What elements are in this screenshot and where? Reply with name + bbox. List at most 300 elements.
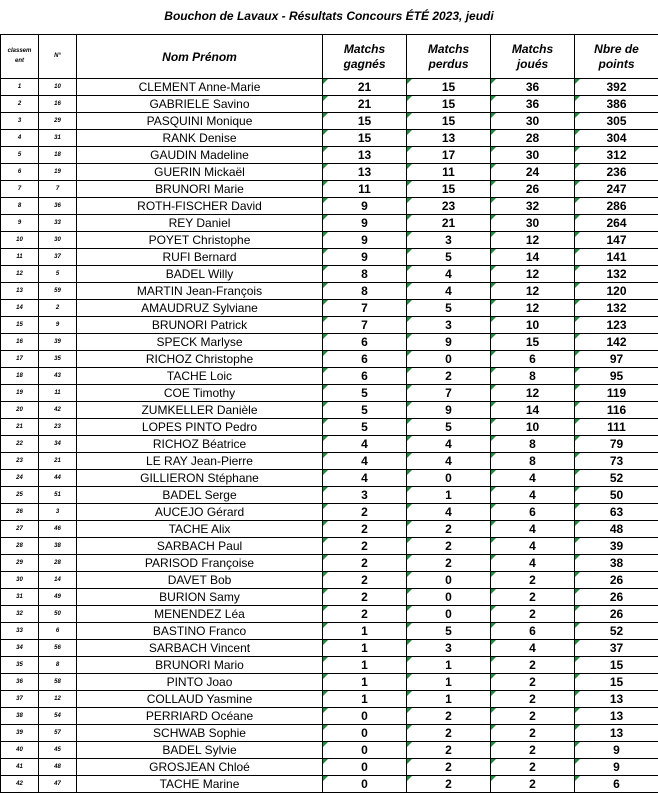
table-row [1, 198, 658, 215]
won-cell: 1 [323, 623, 407, 640]
table-row [1, 147, 658, 164]
lost-cell: 0 [407, 572, 491, 589]
rank-cell: 7 [1, 181, 39, 198]
name-cell: POYET Christophe [77, 232, 323, 249]
lost-cell: 1 [407, 487, 491, 504]
played-cell: 2 [491, 606, 575, 623]
won-cell: 2 [323, 589, 407, 606]
rank-cell: 29 [1, 555, 39, 572]
played-cell: 2 [491, 657, 575, 674]
number-cell: 37 [39, 249, 77, 266]
results-table [0, 34, 658, 793]
won-cell: 2 [323, 606, 407, 623]
played-cell: 2 [491, 572, 575, 589]
played-cell: 2 [491, 742, 575, 759]
table-row [1, 368, 658, 385]
name-cell: CLEMENT Anne-Marie [77, 79, 323, 96]
name-cell: LE RAY Jean-Pierre [77, 453, 323, 470]
points-cell: 123 [575, 317, 658, 334]
won-cell: 2 [323, 572, 407, 589]
won-cell: 2 [323, 504, 407, 521]
points-cell: 13 [575, 725, 658, 742]
header-lost-line2: perdus [407, 57, 490, 71]
lost-cell: 3 [407, 640, 491, 657]
name-cell: BADEL Sylvie [77, 742, 323, 759]
table-row [1, 436, 658, 453]
played-cell: 32 [491, 198, 575, 215]
table-row [1, 351, 658, 368]
lost-cell: 3 [407, 232, 491, 249]
table-row [1, 113, 658, 130]
name-cell: PERRIARD Océane [77, 708, 323, 725]
number-cell: 34 [39, 436, 77, 453]
number-cell: 39 [39, 334, 77, 351]
table-row [1, 708, 658, 725]
lost-cell: 2 [407, 368, 491, 385]
points-cell: 13 [575, 691, 658, 708]
points-cell: 147 [575, 232, 658, 249]
rank-cell: 3 [1, 113, 39, 130]
number-cell: 50 [39, 606, 77, 623]
points-cell: 386 [575, 96, 658, 113]
lost-cell: 0 [407, 470, 491, 487]
lost-cell: 17 [407, 147, 491, 164]
won-cell: 9 [323, 198, 407, 215]
points-cell: 236 [575, 164, 658, 181]
lost-cell: 15 [407, 113, 491, 130]
rank-cell: 14 [1, 300, 39, 317]
points-cell: 120 [575, 283, 658, 300]
played-cell: 4 [491, 521, 575, 538]
rank-cell: 41 [1, 759, 39, 776]
points-cell: 37 [575, 640, 658, 657]
header-points [575, 35, 658, 79]
table-row [1, 283, 658, 300]
table-row [1, 181, 658, 198]
name-cell: BRUNORI Marie [77, 181, 323, 198]
won-cell: 4 [323, 470, 407, 487]
points-cell: 95 [575, 368, 658, 385]
rank-cell: 39 [1, 725, 39, 742]
number-cell: 54 [39, 708, 77, 725]
number-cell: 59 [39, 283, 77, 300]
name-cell: SARBACH Paul [77, 538, 323, 555]
points-cell: 15 [575, 674, 658, 691]
number-cell: 42 [39, 402, 77, 419]
played-cell: 26 [491, 181, 575, 198]
lost-cell: 3 [407, 317, 491, 334]
points-cell: 119 [575, 385, 658, 402]
lost-cell: 4 [407, 504, 491, 521]
lost-cell: 5 [407, 300, 491, 317]
number-cell: 48 [39, 759, 77, 776]
rank-cell: 28 [1, 538, 39, 555]
number-cell: 58 [39, 674, 77, 691]
rank-cell: 42 [1, 776, 39, 793]
rank-cell: 22 [1, 436, 39, 453]
name-cell: GABRIELE Savino [77, 96, 323, 113]
played-cell: 28 [491, 130, 575, 147]
lost-cell: 21 [407, 215, 491, 232]
rank-cell: 30 [1, 572, 39, 589]
table-row [1, 759, 658, 776]
table-row [1, 317, 658, 334]
rank-cell: 35 [1, 657, 39, 674]
played-cell: 10 [491, 419, 575, 436]
played-cell: 6 [491, 623, 575, 640]
header-won-line1: Matchs [323, 42, 406, 56]
name-cell: ROTH-FISCHER David [77, 198, 323, 215]
number-cell: 43 [39, 368, 77, 385]
played-cell: 36 [491, 96, 575, 113]
won-cell: 2 [323, 538, 407, 555]
won-cell: 0 [323, 725, 407, 742]
points-cell: 48 [575, 521, 658, 538]
rank-cell: 24 [1, 470, 39, 487]
table-row [1, 572, 658, 589]
won-cell: 0 [323, 776, 407, 793]
number-cell: 18 [39, 147, 77, 164]
played-cell: 12 [491, 385, 575, 402]
played-cell: 2 [491, 674, 575, 691]
table-row [1, 776, 658, 793]
points-cell: 304 [575, 130, 658, 147]
lost-cell: 2 [407, 742, 491, 759]
name-cell: COLLAUD Yasmine [77, 691, 323, 708]
points-cell: 111 [575, 419, 658, 436]
played-cell: 8 [491, 453, 575, 470]
won-cell: 2 [323, 521, 407, 538]
rank-cell: 1 [1, 79, 39, 96]
points-cell: 63 [575, 504, 658, 521]
name-cell: PINTO Joao [77, 674, 323, 691]
number-cell: 5 [39, 266, 77, 283]
played-cell: 15 [491, 334, 575, 351]
table-row [1, 402, 658, 419]
points-cell: 286 [575, 198, 658, 215]
table-row [1, 334, 658, 351]
points-cell: 132 [575, 300, 658, 317]
won-cell: 0 [323, 759, 407, 776]
won-cell: 3 [323, 487, 407, 504]
name-cell: BURION Samy [77, 589, 323, 606]
won-cell: 5 [323, 402, 407, 419]
name-cell: RUFI Bernard [77, 249, 323, 266]
won-cell: 7 [323, 317, 407, 334]
rank-cell: 15 [1, 317, 39, 334]
lost-cell: 15 [407, 96, 491, 113]
played-cell: 14 [491, 249, 575, 266]
won-cell: 1 [323, 657, 407, 674]
won-cell: 11 [323, 181, 407, 198]
name-cell: MENENDEZ Léa [77, 606, 323, 623]
name-cell: RICHOZ Christophe [77, 351, 323, 368]
played-cell: 36 [491, 79, 575, 96]
header-played-line1: Matchs [491, 42, 574, 56]
won-cell: 0 [323, 708, 407, 725]
lost-cell: 0 [407, 351, 491, 368]
name-cell: DAVET Bob [77, 572, 323, 589]
won-cell: 0 [323, 742, 407, 759]
won-cell: 5 [323, 419, 407, 436]
number-cell: 51 [39, 487, 77, 504]
table-row [1, 521, 658, 538]
rank-cell: 27 [1, 521, 39, 538]
lost-cell: 5 [407, 249, 491, 266]
points-cell: 26 [575, 589, 658, 606]
points-cell: 142 [575, 334, 658, 351]
rank-cell: 31 [1, 589, 39, 606]
lost-cell: 2 [407, 538, 491, 555]
name-cell: COE Timothy [77, 385, 323, 402]
points-cell: 6 [575, 776, 658, 793]
number-cell: 46 [39, 521, 77, 538]
name-cell: TACHE Marine [77, 776, 323, 793]
header-lost-line1: Matchs [407, 42, 490, 56]
table-row [1, 96, 658, 113]
name-cell: BADEL Willy [77, 266, 323, 283]
rank-cell: 26 [1, 504, 39, 521]
name-cell: PARISOD Françoise [77, 555, 323, 572]
name-cell: BADEL Serge [77, 487, 323, 504]
played-cell: 12 [491, 283, 575, 300]
table-row [1, 504, 658, 521]
points-cell: 13 [575, 708, 658, 725]
rank-cell: 9 [1, 215, 39, 232]
name-cell: RICHOZ Béatrice [77, 436, 323, 453]
points-cell: 73 [575, 453, 658, 470]
won-cell: 9 [323, 249, 407, 266]
rank-cell: 34 [1, 640, 39, 657]
points-cell: 50 [575, 487, 658, 504]
table-row [1, 623, 658, 640]
name-cell: SCHWAB Sophie [77, 725, 323, 742]
rank-cell: 19 [1, 385, 39, 402]
table-row [1, 266, 658, 283]
number-cell: 44 [39, 470, 77, 487]
name-cell: SARBACH Vincent [77, 640, 323, 657]
won-cell: 13 [323, 147, 407, 164]
header-number: N° [39, 35, 77, 79]
number-cell: 6 [39, 623, 77, 640]
number-cell: 21 [39, 453, 77, 470]
rank-cell: 17 [1, 351, 39, 368]
table-row [1, 385, 658, 402]
number-cell: 56 [39, 640, 77, 657]
table-row [1, 215, 658, 232]
name-cell: RANK Denise [77, 130, 323, 147]
number-cell: 14 [39, 572, 77, 589]
played-cell: 6 [491, 351, 575, 368]
points-cell: 247 [575, 181, 658, 198]
won-cell: 8 [323, 283, 407, 300]
played-cell: 30 [491, 113, 575, 130]
played-cell: 12 [491, 266, 575, 283]
won-cell: 6 [323, 351, 407, 368]
number-cell: 57 [39, 725, 77, 742]
lost-cell: 5 [407, 419, 491, 436]
number-cell: 2 [39, 300, 77, 317]
table-row [1, 674, 658, 691]
won-cell: 1 [323, 640, 407, 657]
table-row [1, 691, 658, 708]
lost-cell: 7 [407, 385, 491, 402]
name-cell: REY Daniel [77, 215, 323, 232]
name-cell: GUERIN Mickaël [77, 164, 323, 181]
number-cell: 12 [39, 691, 77, 708]
table-row [1, 79, 658, 96]
lost-cell: 5 [407, 623, 491, 640]
lost-cell: 9 [407, 334, 491, 351]
rank-cell: 20 [1, 402, 39, 419]
table-row [1, 164, 658, 181]
table-row [1, 725, 658, 742]
won-cell: 1 [323, 674, 407, 691]
played-cell: 6 [491, 504, 575, 521]
points-cell: 26 [575, 572, 658, 589]
points-cell: 39 [575, 538, 658, 555]
played-cell: 4 [491, 640, 575, 657]
lost-cell: 1 [407, 691, 491, 708]
played-cell: 14 [491, 402, 575, 419]
name-cell: TACHE Loic [77, 368, 323, 385]
number-cell: 19 [39, 164, 77, 181]
rank-cell: 11 [1, 249, 39, 266]
lost-cell: 0 [407, 606, 491, 623]
number-cell: 47 [39, 776, 77, 793]
table-row [1, 470, 658, 487]
points-cell: 264 [575, 215, 658, 232]
lost-cell: 4 [407, 436, 491, 453]
won-cell: 15 [323, 130, 407, 147]
won-cell: 8 [323, 266, 407, 283]
won-cell: 21 [323, 96, 407, 113]
header-name: Nom Prénom [77, 35, 323, 79]
table-row [1, 555, 658, 572]
won-cell: 9 [323, 215, 407, 232]
lost-cell: 2 [407, 555, 491, 572]
played-cell: 4 [491, 555, 575, 572]
rank-cell: 13 [1, 283, 39, 300]
lost-cell: 2 [407, 725, 491, 742]
table-row [1, 538, 658, 555]
table-row [1, 742, 658, 759]
name-cell: GROSJEAN Chloé [77, 759, 323, 776]
rank-cell: 32 [1, 606, 39, 623]
lost-cell: 2 [407, 776, 491, 793]
points-cell: 141 [575, 249, 658, 266]
number-cell: 10 [39, 79, 77, 96]
points-cell: 79 [575, 436, 658, 453]
table-row [1, 589, 658, 606]
played-cell: 4 [491, 538, 575, 555]
header-rank-line2: ent [1, 57, 38, 67]
lost-cell: 4 [407, 266, 491, 283]
played-cell: 2 [491, 776, 575, 793]
header-rank [1, 35, 39, 79]
points-cell: 9 [575, 742, 658, 759]
number-cell: 33 [39, 215, 77, 232]
rank-cell: 40 [1, 742, 39, 759]
played-cell: 2 [491, 725, 575, 742]
name-cell: PASQUINI Monique [77, 113, 323, 130]
played-cell: 4 [491, 470, 575, 487]
number-cell: 3 [39, 504, 77, 521]
lost-cell: 4 [407, 283, 491, 300]
rank-cell: 18 [1, 368, 39, 385]
won-cell: 7 [323, 300, 407, 317]
played-cell: 2 [491, 691, 575, 708]
played-cell: 12 [491, 232, 575, 249]
points-cell: 132 [575, 266, 658, 283]
header-row [1, 35, 658, 79]
number-cell: 11 [39, 385, 77, 402]
points-cell: 97 [575, 351, 658, 368]
won-cell: 6 [323, 334, 407, 351]
header-won [323, 35, 407, 79]
number-cell: 49 [39, 589, 77, 606]
played-cell: 10 [491, 317, 575, 334]
played-cell: 2 [491, 708, 575, 725]
won-cell: 4 [323, 436, 407, 453]
rank-cell: 8 [1, 198, 39, 215]
points-cell: 52 [575, 470, 658, 487]
won-cell: 4 [323, 453, 407, 470]
page-title: Bouchon de Lavaux - Résultats Concours ÉTÉ 2023, jeudi [0, 9, 658, 23]
header-played [491, 35, 575, 79]
played-cell: 4 [491, 487, 575, 504]
number-cell: 36 [39, 198, 77, 215]
name-cell: TACHE Alix [77, 521, 323, 538]
rank-cell: 25 [1, 487, 39, 504]
table-row [1, 130, 658, 147]
name-cell: ZUMKELLER Danièle [77, 402, 323, 419]
table-row [1, 657, 658, 674]
lost-cell: 2 [407, 708, 491, 725]
lost-cell: 4 [407, 453, 491, 470]
points-cell: 392 [575, 79, 658, 96]
table-row [1, 232, 658, 249]
rank-cell: 21 [1, 419, 39, 436]
number-cell: 35 [39, 351, 77, 368]
won-cell: 5 [323, 385, 407, 402]
name-cell: AUCEJO Gérard [77, 504, 323, 521]
header-lost [407, 35, 491, 79]
rank-cell: 5 [1, 147, 39, 164]
lost-cell: 13 [407, 130, 491, 147]
lost-cell: 0 [407, 589, 491, 606]
won-cell: 1 [323, 691, 407, 708]
rank-cell: 23 [1, 453, 39, 470]
played-cell: 30 [491, 147, 575, 164]
rank-cell: 10 [1, 232, 39, 249]
number-cell: 7 [39, 181, 77, 198]
played-cell: 2 [491, 759, 575, 776]
number-cell: 28 [39, 555, 77, 572]
rank-cell: 36 [1, 674, 39, 691]
points-cell: 15 [575, 657, 658, 674]
table-row [1, 453, 658, 470]
points-cell: 9 [575, 759, 658, 776]
won-cell: 13 [323, 164, 407, 181]
name-cell: LOPES PINTO Pedro [77, 419, 323, 436]
number-cell: 23 [39, 419, 77, 436]
table-row [1, 640, 658, 657]
played-cell: 8 [491, 436, 575, 453]
number-cell: 8 [39, 657, 77, 674]
name-cell: BASTINO Franco [77, 623, 323, 640]
table-row [1, 487, 658, 504]
